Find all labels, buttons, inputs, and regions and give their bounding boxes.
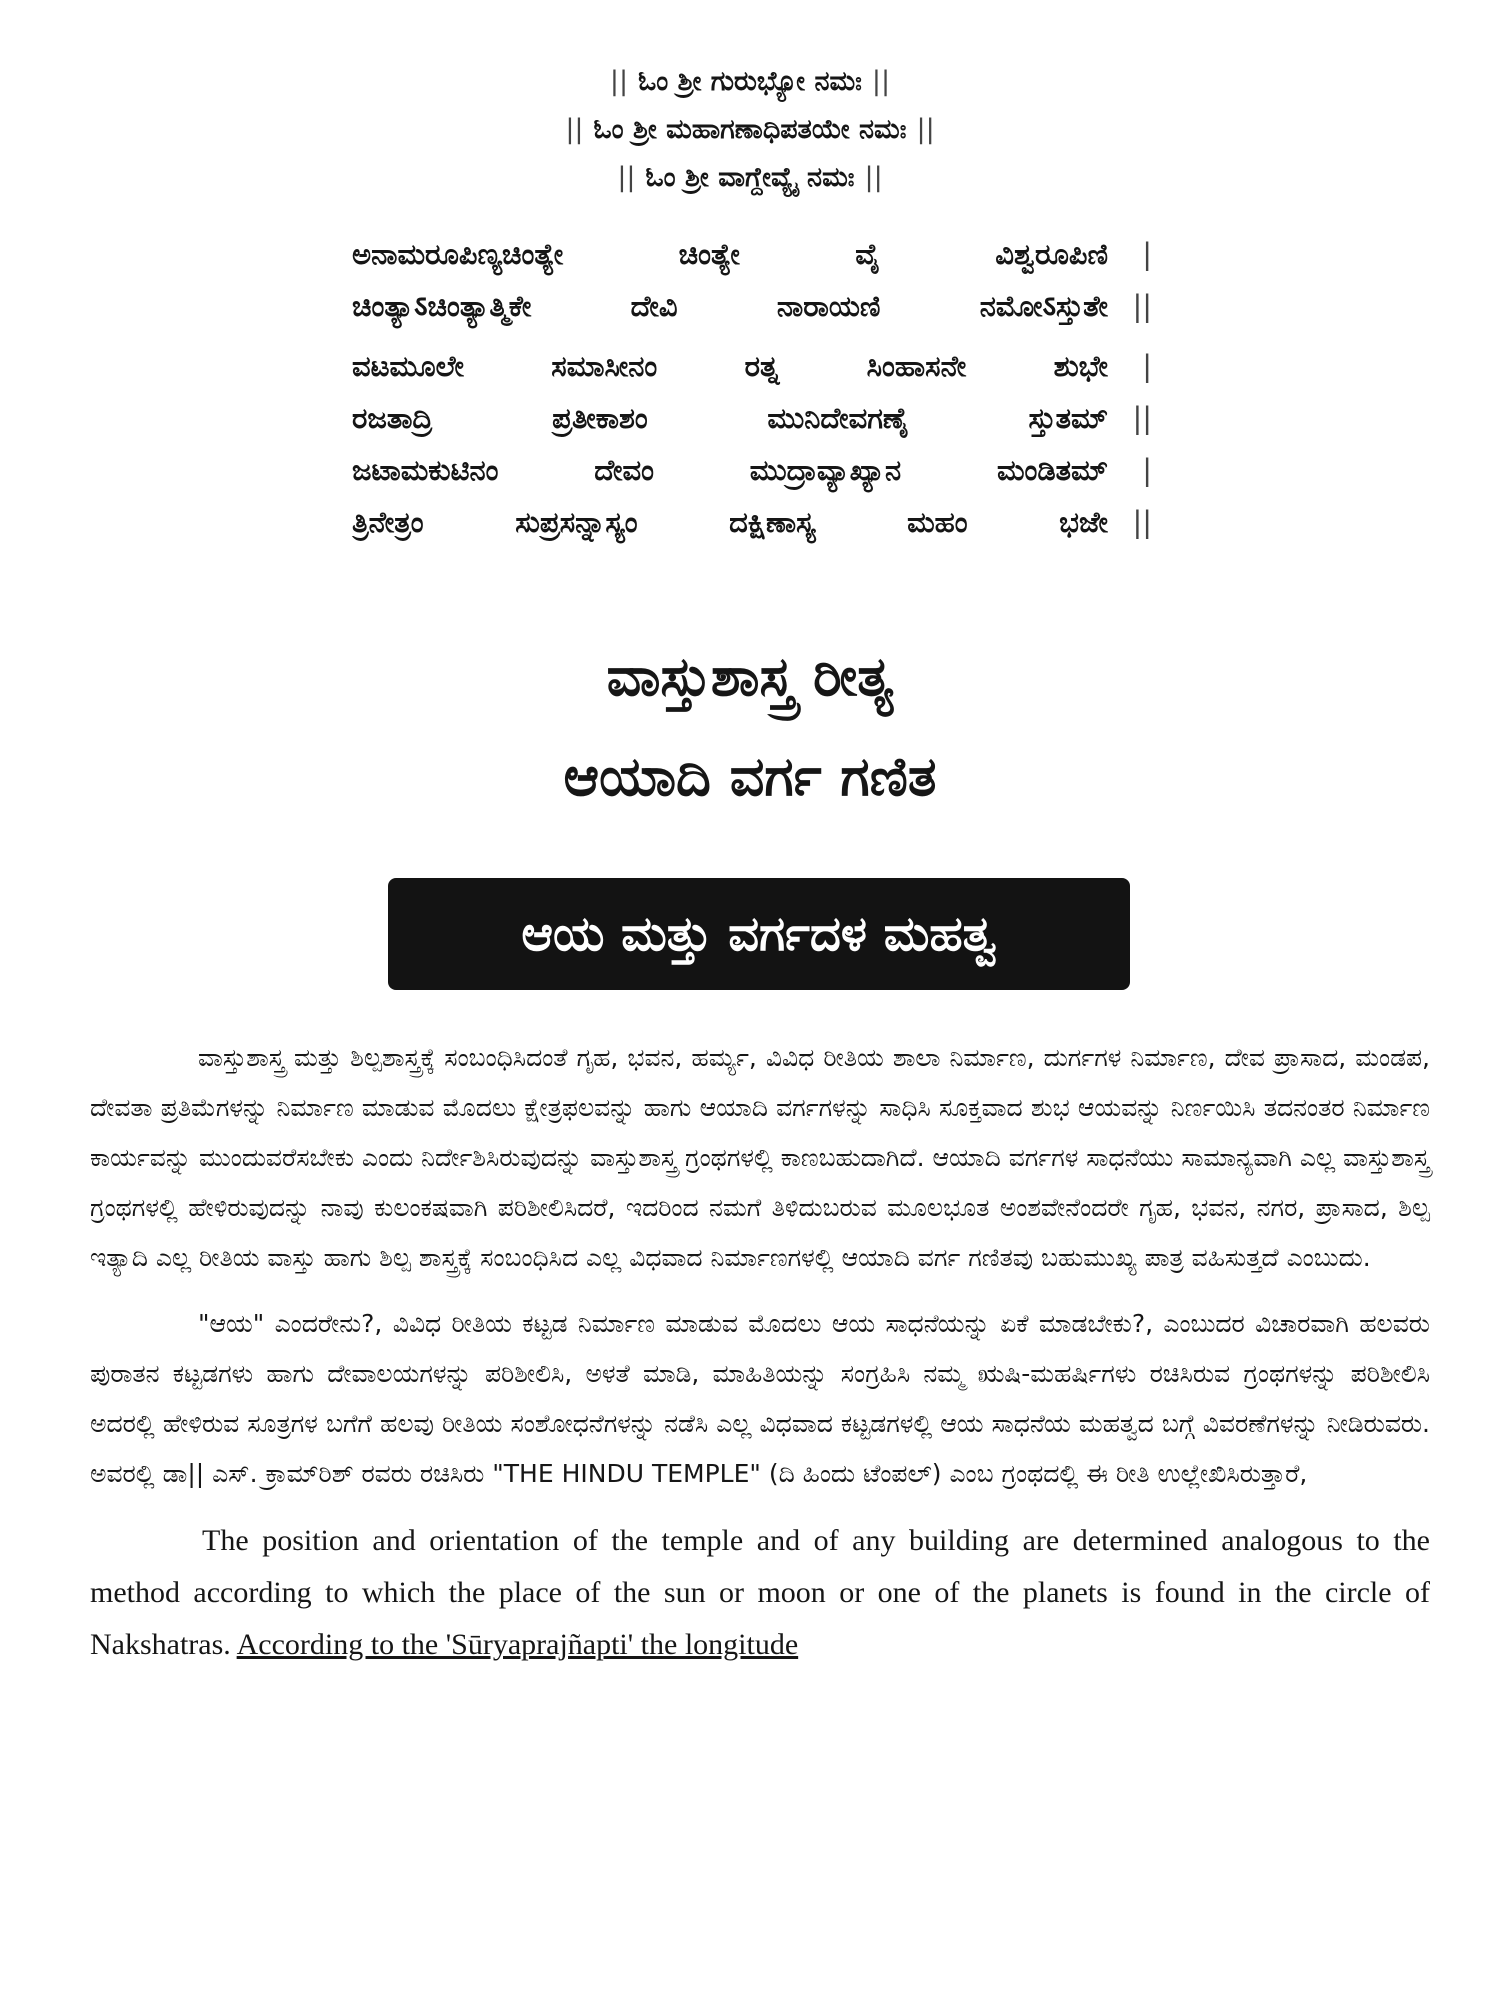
danda: || xyxy=(1132,401,1152,435)
shloka-line xyxy=(352,228,1152,280)
shloka-text: ಚಿಂತ್ಯಾऽಚಿಂತ್ಯಾತ್ಮಿಕೇ ದೇವಿ ನಾರಾಯಣಿ ನಮೋऽಸ್ತುತೇ xyxy=(352,289,1108,323)
invocation-text: ಓಂ ಶ್ರೀ ಗುರುಭ್ಯೋ ನಮಃ xyxy=(638,66,862,97)
shloka-line xyxy=(352,392,1152,444)
shloka-block xyxy=(352,228,1152,548)
page-title-line-1: ವಾಸ್ತುಶಾಸ್ತ್ರ ರೀತ್ಯ xyxy=(606,645,894,708)
danda: || xyxy=(1132,505,1152,539)
danda: | xyxy=(1142,349,1152,383)
shloka-line xyxy=(352,496,1152,548)
shloka-text: ರಜತಾದ್ರಿ ಪ್ರತೀಕಾಶಂ ಮುನಿದೇವಗಣೈ ಸ್ತುತಮ್ xyxy=(352,401,1108,435)
shloka-line xyxy=(352,444,1152,496)
double-danda: || xyxy=(871,66,891,97)
english-quote xyxy=(90,1515,1430,1671)
double-danda: || xyxy=(565,114,584,145)
danda: | xyxy=(1142,237,1152,271)
paragraph: ವಾಸ್ತುಶಾಸ್ತ್ರ ಮತ್ತು ಶಿಲ್ಪಶಾಸ್ತ್ರಕ್ಕೆ ಸಂಬಂಧಿಸಿದಂತೆ ಗೃಹ, ಭವನ, ಹರ್ಮ್ಯ, ವಿವಿಧ ರೀತಿಯ ಶಾಲಾ ನಿರ್ಮಾಣ, ದುರ್ಗಗಳ ನಿರ್ಮಾಣ, ದೇವ ಪ್ರಾಸಾದ, ಮಂಡಪ, ದೇವತಾ ಪ್ರತಿಮೆಗಳನ್ನು ನಿರ್ಮಾಣ ಮಾಡುವ ಮೊದಲು ಕ್ಷೇತ್ರಫಲವನ್ನು ಹಾಗು ಆಯಾದಿ ವರ್ಗಗಳನ್ನು ಸಾಧಿಸಿ ಸೂಕ್ತವಾದ ಶುಭ ಆಯವನ್ನು ನಿರ್ಣಯಿಸಿ ತದನಂತರ ನಿರ್ಮಾಣ ಕಾರ್ಯವನ್ನು ಮುಂದುವರೆಸಬೇಕು ಎಂದು ನಿರ್ದೇಶಿಸಿರುವುದನ್ನು ವಾಸ್ತುಶಾಸ್ತ್ರ ಗ್ರಂಥಗಳಲ್ಲಿ ಕಾಣಬಹುದಾಗಿದೆ. ಆಯಾದಿ ವರ್ಗಗಳ ಸಾಧನೆಯು ಸಾಮಾನ್ಯವಾಗಿ ಎಲ್ಲ ವಾಸ್ತುಶಾಸ್ತ್ರ ಗ್ರಂಥಗಳಲ್ಲಿ ಹೇಳಿರುವುದನ್ನು ನಾವು ಕುಲಂಕಷವಾಗಿ ಪರಿಶೀಲಿಸಿದರೆ, ಇದರಿಂದ ನಮಗೆ ತಿಳಿದುಬರುವ ಮೂಲಭೂತ ಅಂಶವೇನೆಂದರೇ ಗೃಹ, ಭವನ, ನಗರ, ಪ್ರಾಸಾದ, ಶಿಲ್ಪ ಇತ್ಯಾದಿ ಎಲ್ಲ ರೀತಿಯ ವಾಸ್ತು ಹಾಗು ಶಿಲ್ಪ ಶಾಸ್ತ್ರಕ್ಕೆ ಸಂಬಂಧಿಸಿದ ಎಲ್ಲ ವಿಧವಾದ ನಿರ್ಮಾಣಗಳಲ್ಲಿ ಆಯಾದಿ ವರ್ಗ ಗಣಿತವು ಬಹುಮುಖ್ಯ ಪಾತ್ರ ವಹಿಸುತ್ತದೆ ಎಂಬುದು. xyxy=(90,1043,1430,1272)
shloka-spacer xyxy=(352,332,1152,340)
shloka-text: ಅನಾಮರೂಪಿಣ್ಯಚಿಂತ್ಯೇ ಚಿಂತ್ಯೇ ವೈ ವಿಶ್ವರೂಪಿಣಿ xyxy=(352,237,1108,271)
shloka-line xyxy=(352,280,1152,332)
body-text xyxy=(90,1033,1430,1671)
double-danda: || xyxy=(916,114,935,145)
danda: || xyxy=(1132,289,1152,323)
shloka-text: ತ್ರಿನೇತ್ರಂ ಸುಪ್ರಸನ್ನಾಸ್ಯಂ ದಕ್ಷಿಣಾಸ್ಯ ಮಹಂ ಭಜೇ xyxy=(352,505,1108,539)
english-quote-text: The position and orientation of the temple and of any building are determined analogous to the method according to which the place of the sun or moon or one of the planets is found in the circle of Nakshatras. xyxy=(90,1524,1430,1661)
double-danda: || xyxy=(617,162,636,193)
invocation-text: ಓಂ ಶ್ರೀ ವಾಗ್ದೇವ್ಯೈ ನಮಃ xyxy=(645,162,855,193)
double-danda: || xyxy=(864,162,883,193)
double-danda: || xyxy=(609,66,629,97)
invocation-text: ಓಂ ಶ್ರೀ ಮಹಾಗಣಾಧಿಪತಯೇ ನಮಃ xyxy=(593,114,907,145)
section-heading-banner: ಆಯ ಮತ್ತು ವರ್ಗದಳ ಮಹತ್ವ xyxy=(388,878,1130,990)
shloka-text: ಜಟಾಮಕುಟಿನಂ ದೇವಂ ಮುದ್ರಾವ್ಯಾಖ್ಯಾನ ಮಂಡಿತಮ್ xyxy=(352,453,1108,487)
paragraph: "ಆಯ" ಎಂದರೇನು?, ವಿವಿಧ ರೀತಿಯ ಕಟ್ಟಡ ನಿರ್ಮಾಣ ಮಾಡುವ ಮೊದಲು ಆಯ ಸಾಧನೆಯನ್ನು ಏಕೆ ಮಾಡಬೇಕು?, ಎಂಬುದರ ವಿಚಾರವಾಗಿ ಹಲವರು ಪುರಾತನ ಕಟ್ಟಡಗಳು ಹಾಗು ದೇವಾಲಯಗಳನ್ನು ಪರಿಶೀಲಿಸಿ, ಅಳತೆ ಮಾಡಿ, ಮಾಹಿತಿಯನ್ನು ಸಂಗ್ರಹಿಸಿ ನಮ್ಮ ಋಷಿ-ಮಹರ್ಷಿಗಳು ರಚಿಸಿರುವ ಗ್ರಂಥಗಳನ್ನು ಪರಿಶೀಲಿಸಿ ಅದರಲ್ಲಿ ಹೇಳಿರುವ ಸೂತ್ರಗಳ ಬಗೆಗೆ ಹಲವು ರೀತಿಯ ಸಂಶೋಧನೆಗಳನ್ನು ನಡೆಸಿ ಎಲ್ಲ ವಿಧವಾದ ಕಟ್ಟಡಗಳಲ್ಲಿ ಆಯ ಸಾಧನೆಯ ಮಹತ್ವದ ಬಗ್ಗೆ ವಿವರಣೆಗಳನ್ನು ನೀಡಿರುವರು. ಅವರಲ್ಲಿ ಡಾ|| ಎಸ್. ಕ್ರಾಮ್‌ರಿಶ್ ರವರು ರಚಿಸಿರು "THE HINDU TEMPLE" (ದಿ ಹಿಂದು ಟೆಂಪಲ್) ಎಂಬ ಗ್ರಂಥದಲ್ಲಿ ಈ ರೀತಿ ಉಲ್ಲೇಖಿಸಿರುತ್ತಾರೆ, xyxy=(90,1309,1430,1488)
danda: | xyxy=(1142,453,1152,487)
invocations-block xyxy=(0,58,1500,202)
page-title-line-2: ಆಯಾದಿ ವರ್ಗ ಗಣಿತ xyxy=(563,745,937,808)
shloka-text: ವಟಮೂಲೇ ಸಮಾಸೀನಂ ರತ್ನ ಸಿಂಹಾಸನೇ ಶುಭೇ xyxy=(352,349,1108,383)
shloka-line xyxy=(352,340,1152,392)
invocation-line xyxy=(0,106,1500,154)
english-quote-underlined: According to the 'Sūryaprajñapti' the longitude xyxy=(236,1628,799,1661)
invocation-line xyxy=(0,154,1500,202)
invocation-line xyxy=(0,58,1500,106)
